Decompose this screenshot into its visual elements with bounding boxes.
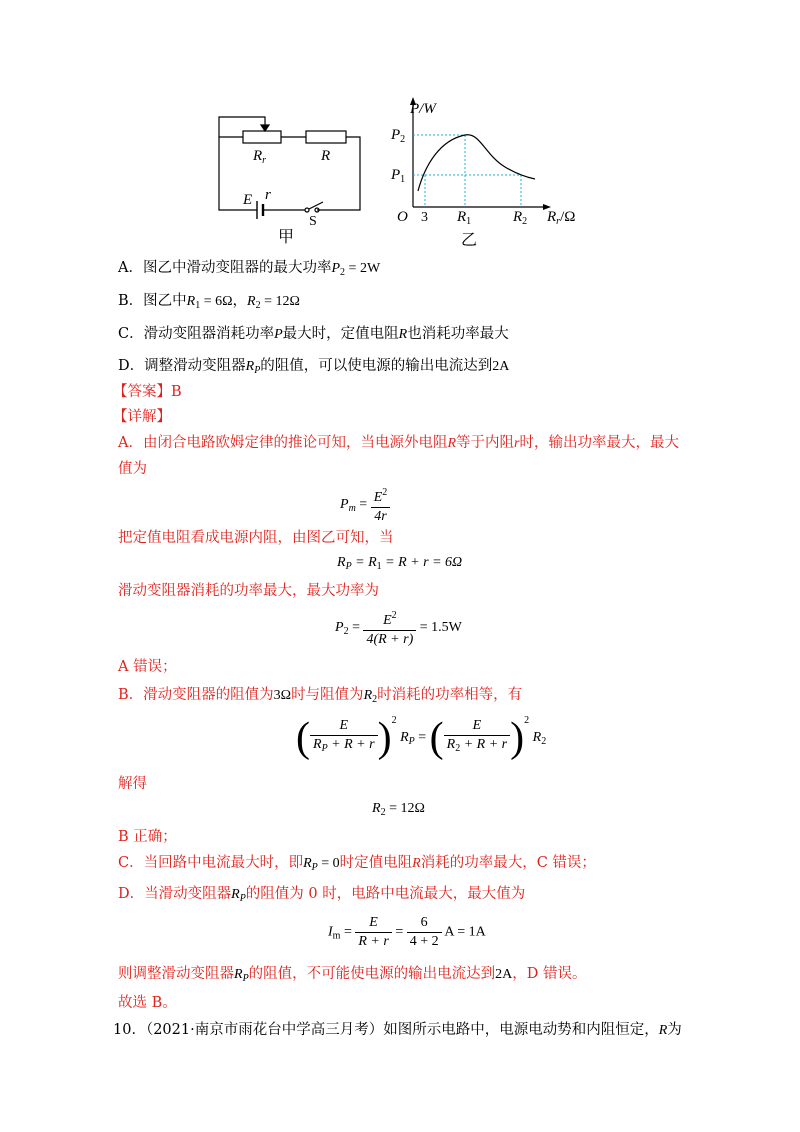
eq4-den-right-r: R <box>446 737 456 753</box>
eq4-left-fraction <box>310 717 378 758</box>
option-b-r1: R <box>186 294 196 309</box>
eq6-tail: A = 1A <box>444 924 486 940</box>
question-10-end: 为 <box>667 1022 682 1038</box>
label-s: S <box>309 214 317 229</box>
sol-d2-mid: 的阻值，不可能使电源的输出电流达到 <box>248 966 496 982</box>
tick-r1: $R_1$ <box>457 209 472 227</box>
eq1-num: E <box>373 490 383 505</box>
eq3-fraction <box>363 607 416 649</box>
eq4-den-left-tail: + R + r <box>327 737 375 753</box>
sol-b1-val: 3Ω <box>273 688 292 703</box>
option-b-r1-sub: 1 <box>195 300 201 311</box>
sol-a1-mid: 等于内阻 <box>456 435 515 451</box>
sol-b1-mid: 时与阻值为 <box>291 687 364 703</box>
eq6-num2: 6 <box>407 914 442 933</box>
label-r-resistor: R <box>321 148 331 164</box>
sol-a1-internal-r: r <box>514 436 520 451</box>
equation-im: $I_m$ = $\frac{E}{R + r}$ = $\frac{6}{4 + 2}$ A = 1A <box>328 915 486 949</box>
sol-b1: B．滑动变阻器的阻值为 <box>118 687 274 703</box>
solution-a-line4: 滑动变阻器消耗的功率最大，最大功率为 <box>118 583 379 599</box>
eq3-tail: = 1.5W <box>419 620 462 636</box>
sol-a1: A．由闭合电路欧姆定律的推论可知，当电源外电阻 <box>118 435 448 451</box>
eq6-den1: R + r <box>358 934 389 949</box>
solution-d-line1 <box>118 884 525 909</box>
option-c-text3: 也消耗功率最大 <box>407 326 509 342</box>
origin-label: O <box>397 209 408 225</box>
eq4-rp: R <box>400 730 409 745</box>
option-c <box>118 324 509 345</box>
y-axis-label: P/W <box>410 101 436 117</box>
eq4-r2-sub: 2 <box>541 736 547 747</box>
x-axis-label: $R_r/\Omega$ <box>547 209 576 227</box>
eq4-den-right-sub: 2 <box>455 743 461 755</box>
solution-a-line2: 值为 <box>118 461 147 477</box>
sol-d2-r-sub: P <box>242 973 249 984</box>
eq3-num: E <box>383 613 392 628</box>
label-p2: $P_2$ <box>391 127 406 145</box>
sol-c1-r2: R <box>412 856 421 871</box>
option-d-text2: 的阻值，可以使电源的输出电流达到 <box>260 358 493 374</box>
power-graph-yi <box>385 95 625 250</box>
equation-rp <box>337 555 462 572</box>
sol-d1-r: R <box>231 887 240 902</box>
eq2-sub1: 1 <box>376 561 382 572</box>
sol-b1-end: 时消耗的功率相等，有 <box>377 687 523 703</box>
option-b-r1-tail: = 6Ω <box>200 294 233 309</box>
eq2-tail: = R + r = 6Ω <box>381 555 463 570</box>
option-d-r: R <box>245 359 255 374</box>
eq4-right-fraction <box>444 717 510 758</box>
sol-d1-r-sub: P <box>239 893 246 904</box>
sol-c1-r-sub: P <box>311 862 318 873</box>
sol-b1-r-sub: 2 <box>372 694 378 705</box>
sol-c1-r: R <box>303 856 312 871</box>
label-rr: $R_r$ <box>253 148 267 166</box>
eq4-den-left-sub: P <box>321 743 328 755</box>
solution-a-line3: 把定值电阻看成电源内阻，由图乙可知，当 <box>118 530 394 546</box>
power-curve <box>418 135 535 191</box>
solution-b-line1 <box>118 685 522 710</box>
option-b-sep: ， <box>232 293 248 309</box>
eq1-sub: m <box>348 503 356 515</box>
eq4-num-left: E <box>310 717 378 736</box>
option-c-text2: 最大时，定值电阻 <box>282 326 399 342</box>
sol-c1-mid: 时定值电阻 <box>339 855 413 871</box>
tick-3: 3 <box>421 210 428 225</box>
equation-power-equal: ( $\frac{E}{R_P + R + r}$ )$^2$ $R_P$ = ( $\frac{E}{R_2 + R + r}$ )$^2$ $R_2$ <box>296 714 547 761</box>
eq2-lhs: R <box>337 555 346 570</box>
eq3-den: 4(R + r) <box>366 632 414 647</box>
sol-d1-end: 的阻值为 0 时，电路中电流最大，最大值为 <box>245 886 526 902</box>
equation-pm: $P_m$ = $\frac{E^2}{4r}$ <box>340 484 390 526</box>
label-p1: $P_1$ <box>391 167 406 185</box>
sol-d2-end: ，D 错误。 <box>512 966 587 982</box>
option-b-r2: R <box>247 294 256 309</box>
caption-jia: 甲 <box>278 229 295 246</box>
eq1-lhs: P <box>340 497 349 513</box>
eq4-r2: R <box>532 730 542 745</box>
option-d <box>118 356 509 381</box>
eq6-fraction1 <box>355 914 391 951</box>
sol-b1-r: R <box>363 688 373 703</box>
equation-r2 <box>372 801 425 818</box>
option-a-tail: = 2W <box>345 261 381 276</box>
option-b-text: B．图乙中 <box>118 293 187 309</box>
eq6-num1: E <box>355 914 391 933</box>
option-a-math: P <box>331 261 341 276</box>
question-10 <box>113 1020 682 1041</box>
equation-p2: $P_2$ = $\frac{E^2}{4(R + r)}$ = 1.5W <box>335 607 462 649</box>
option-c-p: P <box>274 327 283 342</box>
solution-b-line2: 解得 <box>118 776 147 792</box>
tick-r2: $R_2$ <box>513 209 528 227</box>
sol-d2-val: 2A <box>495 967 513 982</box>
option-a-text: A．图乙中滑动变阻器的最大功率 <box>118 260 332 276</box>
option-b <box>118 291 300 316</box>
eq5-r: R <box>372 801 381 816</box>
caption-yi: 乙 <box>461 232 478 249</box>
sol-d2: 则调整滑动变阻器 <box>118 966 234 982</box>
answer-label: 【答案】B <box>113 384 182 400</box>
eq6-sub: m <box>332 930 341 942</box>
eq3-lhs: P <box>335 620 344 636</box>
eq4-den-left-r: R <box>313 737 322 753</box>
circuit-diagram-jia <box>205 100 375 250</box>
eq5-tail: = 12Ω <box>385 801 425 816</box>
option-a-sub: 2 <box>340 267 346 278</box>
eq1-fraction <box>371 484 391 526</box>
question-10-r: R <box>658 1023 668 1038</box>
eq4-rp-sub: P <box>408 736 415 747</box>
sol-c1-val: = 0 <box>317 856 340 871</box>
option-d-r-sub: P <box>254 365 261 376</box>
solution-c-line <box>118 853 596 878</box>
eq4-equals: = <box>418 730 427 745</box>
eq4-den-right-tail: + R + r <box>460 737 508 753</box>
sol-c1: C．当回路中电流最大时，即 <box>118 855 304 871</box>
solution-d-line2 <box>118 964 587 989</box>
label-e: E <box>243 192 253 208</box>
option-c-r: R <box>398 327 408 342</box>
option-d-val: 2A <box>492 359 510 374</box>
option-b-r2-sub: 2 <box>255 300 261 311</box>
eq4-num-right: E <box>444 717 510 736</box>
eq3-sub: 2 <box>343 626 349 638</box>
eq5-sub: 2 <box>380 807 386 818</box>
solution-b-verdict: B 正确； <box>118 829 177 845</box>
option-b-r2-tail: = 12Ω <box>260 294 300 309</box>
sol-a1-r: R <box>447 436 457 451</box>
sol-d2-r: R <box>234 967 243 982</box>
option-c-text1: C．滑动变阻器消耗功率 <box>118 326 275 342</box>
eq2-lhs-sub: P <box>345 561 352 572</box>
solution-final: 故选 B。 <box>118 995 177 1011</box>
eq4-sup-right: 2 <box>524 715 530 726</box>
sol-d1: D．当滑动变阻器 <box>118 886 232 902</box>
eq4-sup-left: 2 <box>391 715 397 726</box>
sol-c1-end: 消耗的功率最大，C 错误； <box>420 855 596 871</box>
eq6-fraction2 <box>407 914 442 951</box>
eq6-lhs: I <box>328 924 333 940</box>
solution-a-verdict: A 错误； <box>118 659 177 675</box>
solution-a-line1 <box>118 433 679 454</box>
sol-a1-end: 时，输出功率最大，最大 <box>519 435 679 451</box>
eq3-num-sup: 2 <box>391 610 397 621</box>
eq1-num-sup: 2 <box>382 487 388 498</box>
eq2-mid: = R <box>355 555 377 570</box>
label-internal-r: r <box>265 187 271 203</box>
option-d-text1: D．调整滑动变阻器 <box>118 358 246 374</box>
question-10-text: 10．（2021·南京市雨花台中学高三月考）如图所示电路中，电源电动势和内阻恒定， <box>113 1022 659 1038</box>
detail-title: 【详解】 <box>113 409 171 425</box>
eq1-den: 4r <box>374 509 387 524</box>
eq6-den2: 4 + 2 <box>409 934 439 949</box>
option-a <box>118 258 380 283</box>
